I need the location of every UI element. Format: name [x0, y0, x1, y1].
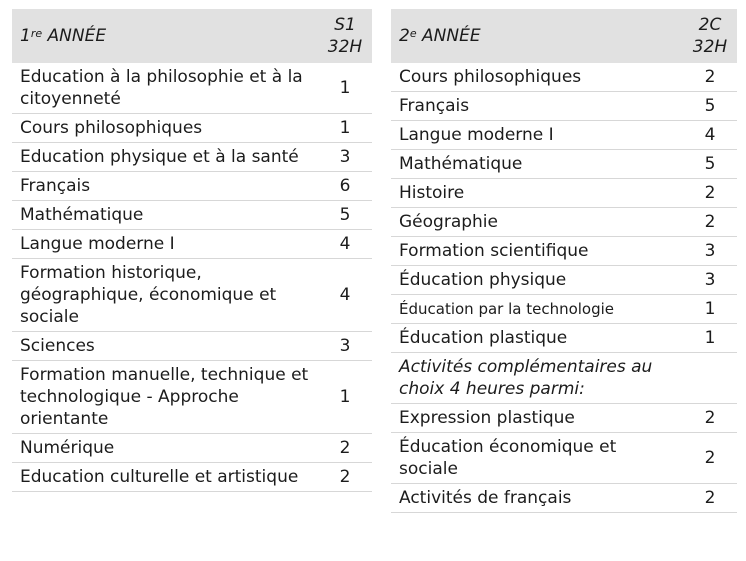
hours-cell: 1 [683, 324, 737, 353]
table-row [391, 295, 737, 324]
hours-cell: 1 [683, 295, 737, 324]
table-header-row [391, 9, 737, 63]
table-row [391, 150, 737, 179]
table-header-row [12, 9, 372, 63]
subject-cell: Cours philosophiques [391, 63, 683, 92]
table-row [391, 237, 737, 266]
hours-cell: 2 [683, 433, 737, 484]
subject-cell: Géographie [391, 208, 683, 237]
table-row [391, 179, 737, 208]
subject-cell: Langue moderne I [12, 230, 318, 259]
subject-cell: Formation manuelle, technique et technologique - Approche orientante [12, 361, 318, 434]
subject-cell: Education culturelle et artistique [12, 463, 318, 492]
subject-cell: Sciences [12, 332, 318, 361]
subject-cell: Éducation plastique [391, 324, 683, 353]
hours-cell: 2 [683, 208, 737, 237]
table-row [391, 121, 737, 150]
second-year-table [391, 9, 737, 513]
hours-cell: 3 [683, 266, 737, 295]
hours-cell: 1 [318, 361, 372, 434]
table-row [12, 230, 372, 259]
hours-cell: 6 [318, 172, 372, 201]
hours-column-heading: 2C 32H [683, 9, 737, 63]
table-row [12, 361, 372, 434]
subject-cell: Éducation économique et sociale [391, 433, 683, 484]
subject-cell: Mathématique [12, 201, 318, 230]
subject-cell: Cours philosophiques [12, 114, 318, 143]
subject-cell: Education à la philosophie et à la citoyenneté [12, 63, 318, 114]
table-row [12, 434, 372, 463]
table-row [12, 259, 372, 332]
subject-cell: Français [391, 92, 683, 121]
subject-cell: Expression plastique [391, 404, 683, 433]
table-row [12, 63, 372, 114]
table-row [391, 266, 737, 295]
table-row [12, 463, 372, 492]
hours-cell: 4 [318, 259, 372, 332]
table-row [12, 201, 372, 230]
subject-cell: Formation scientifique [391, 237, 683, 266]
table-row [391, 484, 737, 513]
year-heading: 2e ANNÉE [391, 9, 683, 63]
hours-cell: 5 [318, 201, 372, 230]
subject-cell: Éducation par la technologie [391, 295, 683, 324]
hours-cell: 4 [318, 230, 372, 259]
hours-cell: 3 [318, 143, 372, 172]
hours-cell: 4 [683, 121, 737, 150]
table-row [391, 433, 737, 484]
hours-cell: 3 [683, 237, 737, 266]
hours-cell: 2 [683, 63, 737, 92]
year-heading: 1re ANNÉE [12, 9, 318, 63]
first-year-table [12, 9, 372, 492]
hours-column-heading: S1 32H [318, 9, 372, 63]
table-row [391, 208, 737, 237]
hours-cell: 1 [318, 114, 372, 143]
hours-cell: 2 [683, 484, 737, 513]
subject-cell: Histoire [391, 179, 683, 208]
subject-cell: Éducation physique [391, 266, 683, 295]
subject-cell: Formation historique, géographique, économique et sociale [12, 259, 318, 332]
subject-cell: Français [12, 172, 318, 201]
subject-cell: Activités de français [391, 484, 683, 513]
table-row [12, 143, 372, 172]
activities-heading: Activités complémentaires au choix 4 heures parmi: [391, 353, 737, 404]
hours-cell: 5 [683, 150, 737, 179]
table-row [12, 172, 372, 201]
table-row [391, 63, 737, 92]
table-row [391, 324, 737, 353]
subject-cell: Mathématique [391, 150, 683, 179]
hours-cell: 3 [318, 332, 372, 361]
hours-cell: 5 [683, 92, 737, 121]
subject-cell: Education physique et à la santé [12, 143, 318, 172]
subject-cell: Numérique [12, 434, 318, 463]
hours-cell: 2 [318, 434, 372, 463]
table-row [391, 92, 737, 121]
table-row [391, 404, 737, 433]
table-row [12, 332, 372, 361]
activities-heading-row [391, 353, 737, 404]
hours-cell: 2 [683, 179, 737, 208]
hours-cell: 2 [318, 463, 372, 492]
hours-cell: 1 [318, 63, 372, 114]
table-row [12, 114, 372, 143]
subject-cell: Langue moderne I [391, 121, 683, 150]
hours-cell: 2 [683, 404, 737, 433]
